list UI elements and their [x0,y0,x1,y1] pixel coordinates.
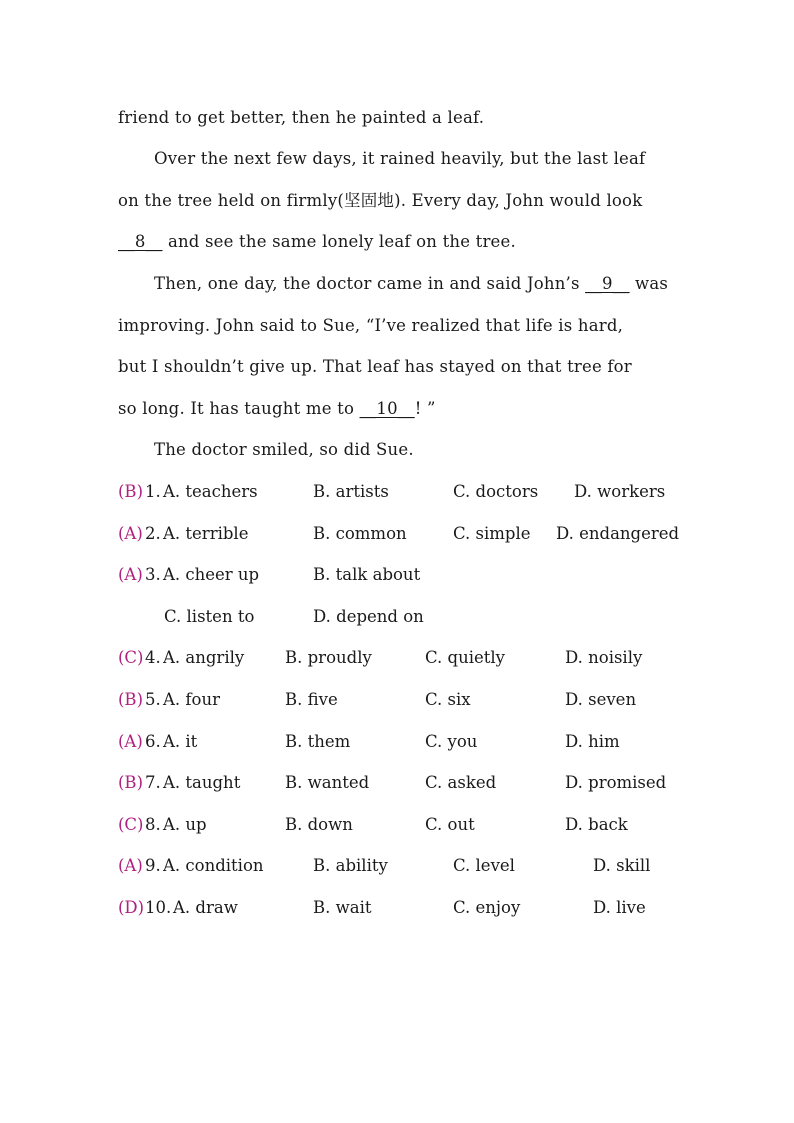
passage-text: was [629,274,669,293]
passage-line [118,398,688,420]
option-c: C. quietly [425,648,505,667]
option-c: C. enjoy [453,898,521,917]
option-b: B. five [285,690,338,709]
question-row [118,647,718,669]
option-d: D. promised [565,773,667,792]
answer-mark: (D) [118,898,145,917]
option-c: C. asked [425,773,497,792]
answer-mark: (B) [118,773,143,792]
passage-text: Over the next few days, it rained heavily, but the last leaf [154,149,646,168]
option-a: A. taught [163,773,241,792]
option-b: B. wanted [285,773,370,792]
blank-10: __10__ [359,399,415,418]
option-b: B. common [313,524,407,543]
passage-text: and see the same lonely leaf on the tree. [162,232,516,251]
option-b: B. down [285,815,353,834]
option-c: C. you [425,732,478,751]
question-number: 6. [145,732,161,751]
option-a: A. condition [163,856,264,875]
option-c: C. doctors [453,482,539,501]
option-d: D. endangered [556,524,680,543]
question-row [118,731,718,753]
option-b: B. artists [313,482,389,501]
option-c: C. listen to [164,607,255,626]
passage-text: but I shouldn’t give up. That leaf has stayed on that tree for [118,357,632,376]
passage-text: ! ” [414,399,436,418]
passage-line [154,148,724,170]
option-d: D. depend on [313,607,424,626]
answer-mark: (B) [118,482,143,501]
passage-text: Then, one day, the doctor came in and said John’s [154,274,586,293]
option-c: C. out [425,815,475,834]
option-d: D. skill [593,856,651,875]
option-c: C. simple [453,524,531,543]
passage-line [154,439,724,461]
passage-line [118,356,688,378]
answer-mark: (C) [118,648,144,667]
option-a: A. up [163,815,207,834]
answer-mark: (A) [118,856,143,875]
question-number: 4. [145,648,161,667]
question-number: 5. [145,690,161,709]
passage-text: so long. It has taught me to [118,399,360,418]
answer-mark: (B) [118,690,143,709]
question-row [118,523,718,545]
answer-mark: (A) [118,732,143,751]
question-row [118,772,718,794]
option-d: D. live [593,898,646,917]
option-c: C. level [453,856,515,875]
option-d: D. noisily [565,648,643,667]
question-number: 3. [145,565,161,584]
option-b: B. ability [313,856,388,875]
option-b: B. proudly [285,648,372,667]
question-number: 9. [145,856,161,875]
option-a: A. angrily [163,648,245,667]
passage-line [154,273,724,295]
option-d: D. seven [565,690,637,709]
question-row [118,481,718,503]
question-number: 7. [145,773,161,792]
question-row [118,855,718,877]
answer-mark: (A) [118,565,143,584]
option-a: A. draw [173,898,238,917]
question-row [118,564,718,586]
question-row [118,689,718,711]
question-number: 10. [145,898,172,917]
question-number: 8. [145,815,161,834]
passage-text: The doctor smiled, so did Sue. [154,440,414,459]
passage-line [118,190,688,212]
passage-text: friend to get better, then he painted a leaf. [118,108,485,127]
option-d: D. back [565,815,628,834]
option-b: B. talk about [313,565,421,584]
option-d: D. workers [574,482,666,501]
option-d: D. him [565,732,620,751]
answer-mark: (A) [118,524,143,543]
question-number: 1. [145,482,161,501]
option-b: B. them [285,732,351,751]
option-a: A. teachers [163,482,258,501]
blank-8: __8__ [118,232,163,251]
question-row-continued [118,606,718,628]
option-a: A. terrible [163,524,249,543]
passage-line [118,107,688,129]
question-number: 2. [145,524,161,543]
question-row [118,814,718,836]
passage-text: on the tree held on firmly(坚固地). Every day, John would look [118,191,643,210]
passage-line [118,315,688,337]
answer-mark: (C) [118,815,144,834]
option-a: A. four [163,690,220,709]
option-a: A. cheer up [163,565,260,584]
option-c: C. six [425,690,471,709]
question-row [118,897,718,919]
blank-9: __9__ [585,274,630,293]
passage-line [118,231,688,253]
option-b: B. wait [313,898,372,917]
option-a: A. it [163,732,198,751]
passage-text: improving. John said to Sue, “I’ve realized that life is hard, [118,316,624,335]
